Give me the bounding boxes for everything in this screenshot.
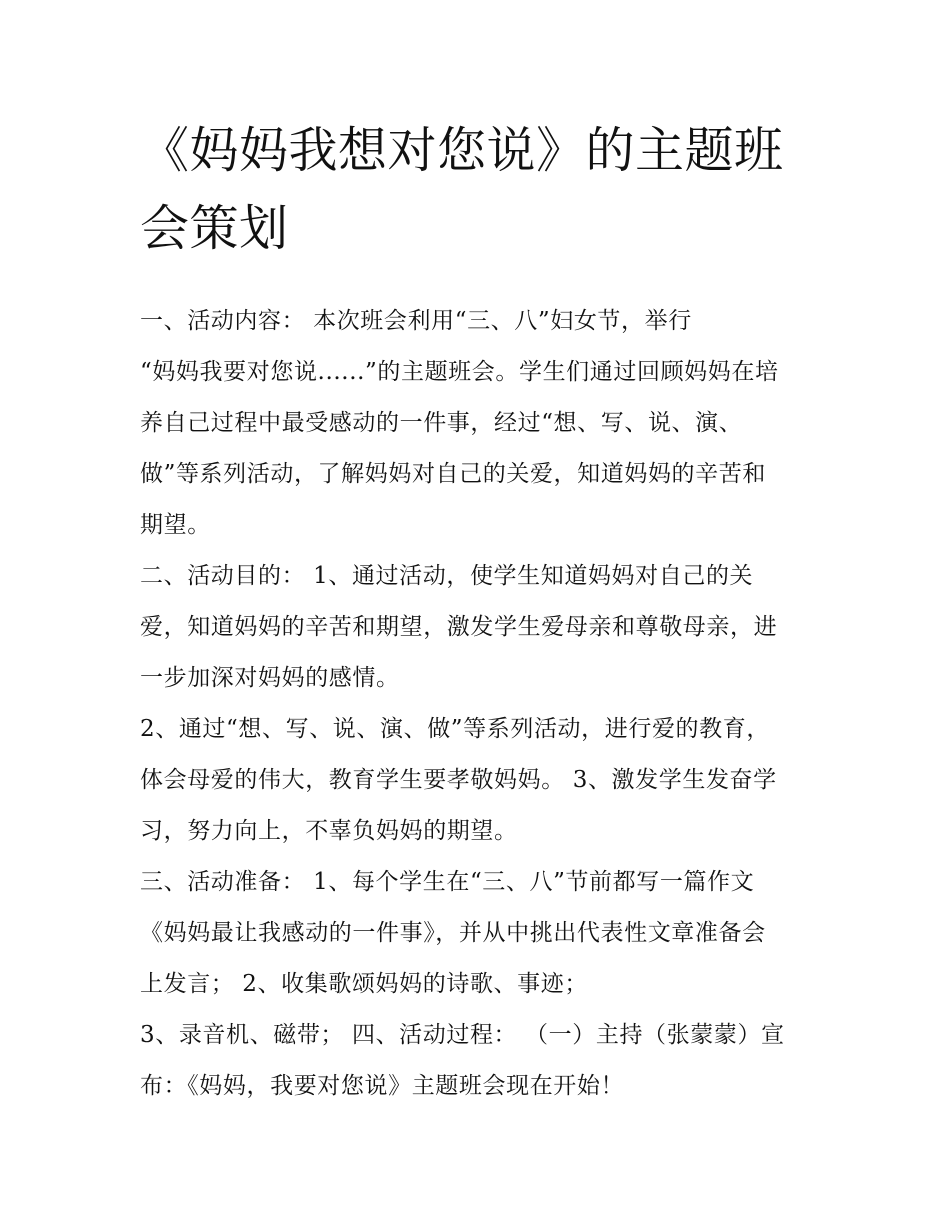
activity-content-line: 养自己过程中最受感动的一件事，经过“想、写、说、演、 — [140, 410, 743, 436]
document-title — [140, 112, 820, 268]
activity-goal-line: 一步加深对妈妈的感情。 — [140, 665, 400, 691]
activity-goal-line: 习，努力向上，不辜负妈妈的期望。 — [140, 818, 518, 844]
title-line: 会策划 — [140, 200, 289, 257]
activity-content-line: 做”等系列活动，了解妈妈对自己的关爱，知道妈妈的辛苦和 — [140, 461, 766, 487]
activity-prep-line: 三、活动准备： 1、每个学生在“三、八”节前都写一篇作文 — [140, 869, 755, 895]
activity-process-line: 布：《妈妈，我要对您说》主题班会现在开始！ — [140, 1073, 625, 1099]
document-body — [140, 296, 820, 1112]
activity-goal-line: 体会母爱的伟大，教育学生要孝敬妈妈。 3、激发学生发奋学 — [140, 767, 777, 793]
activity-goal-line: 二、活动目的： 1、通过活动，使学生知道妈妈对自己的关 — [140, 563, 754, 589]
activity-prep-line: 《妈妈最让我感动的一件事》，并从中挑出代表性文章准备会 — [140, 920, 766, 946]
activity-content-line: 期望。 — [140, 512, 211, 538]
activity-prep-line: 上发言； 2、收集歌颂妈妈的诗歌、事迹； — [140, 971, 588, 997]
activity-content-line: “妈妈我要对您说......”的主题班会。学生们通过回顾妈妈在培 — [140, 359, 779, 385]
activity-process-line: 3、录音机、磁带； 四、活动过程： （一）主持（张蒙蒙）宣 — [140, 1022, 785, 1048]
document-page — [140, 112, 820, 1112]
activity-goal-line: 爱，知道妈妈的辛苦和期望，激发学生爱母亲和尊敬母亲，进 — [140, 614, 778, 640]
title-line: 《妈妈我想对您说》的主题班 — [140, 122, 784, 179]
activity-content-line: 一、活动内容： 本次班会利用“三、八”妇女节，举行 — [140, 308, 692, 334]
activity-goal-line: 2、通过“想、写、说、演、做”等系列活动，进行爱的教育， — [140, 716, 770, 742]
